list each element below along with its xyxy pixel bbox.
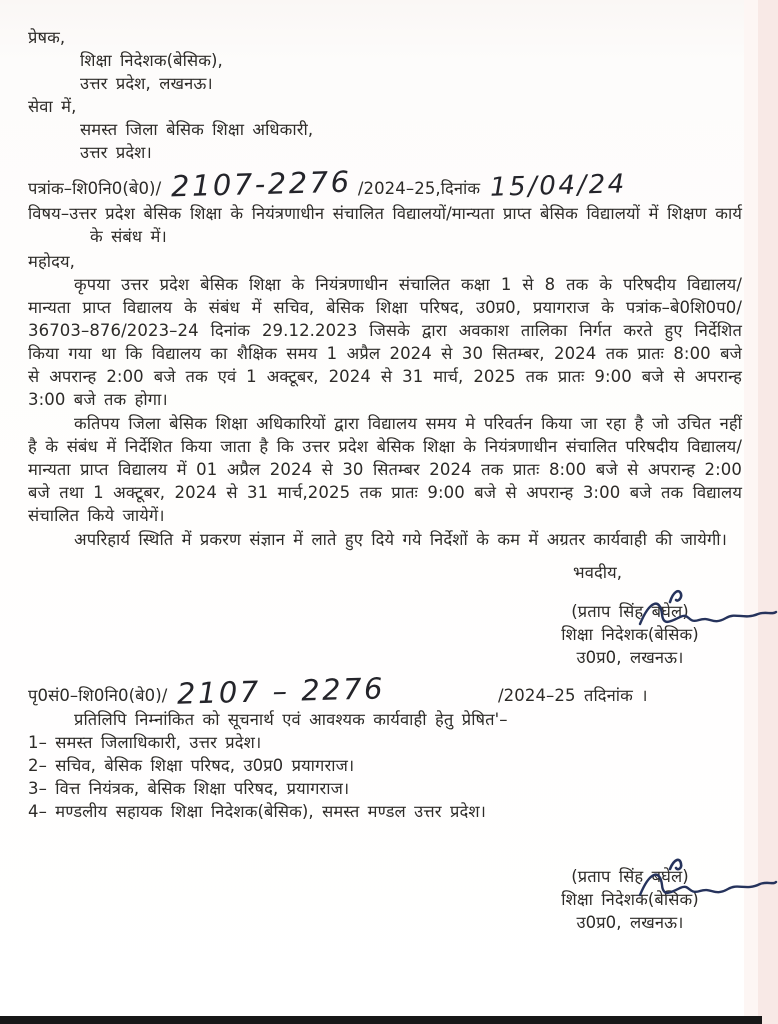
signatory-title: शिक्षा निदेशक(बेसिक) <box>561 890 699 909</box>
copy-list-item: 2– सचिव, बेसिक शिक्षा परिषद, उ0प्र0 प्रयागराज। <box>28 756 355 775</box>
photo-bottom-dark-bar <box>0 1016 762 1024</box>
signatory-name: (प्रताप सिंह बघेल) <box>571 867 689 886</box>
photo-edge-light-strip <box>744 0 758 1024</box>
sender-line: शिक्षा निदेशक(बेसिक), <box>80 51 223 70</box>
dispatch-reference-line <box>28 671 742 711</box>
reference-year-date-label: /2024–25,दिनांक <box>357 179 481 198</box>
signatory-name: (प्रताप सिंह बघेल) <box>571 602 689 621</box>
sender-line: उत्तर प्रदेश, लखनऊ। <box>80 74 213 93</box>
copy-list <box>28 731 742 823</box>
reference-prefix: पत्रांक–शि0नि0(बे0)/ <box>28 179 162 198</box>
handwritten-reference-number: 2107-2276 <box>170 164 353 204</box>
signatory-title: शिक्षा निदेशक(बेसिक) <box>561 625 699 644</box>
body-paragraph: कृपया उत्तर प्रदेश बेसिक शिक्षा के नियंत्रणाधीन संचालित कक्षा 1 से 8 तक के परिषदीय विद्यालय/मान्यता प्राप्त विद्यालय के संबंध में सचिव, बेसिक शिक्षा परिषद, उ0प्र0, प्रयागराज के पत्रांक–बे0शि0प0/ 36703–876/2023–24 दिनांक 29.12.2023 जिसके द्वारा अवकाश तालिका निर्गत करते हुए निर्देशित किया गया था कि विद्यालय का शैक्षिक समय 1 अप्रैल 2024 से 30 सितम्बर, 2024 तक प्रातः 8:00 बजे से अपरान्ह 2:00 बजे तक एवं 1 अक्टूबर, 2024 से 31 मार्च, 2025 तक प्रातः 9:00 बजे से अपरान्ह 3:00 बजे तक होगा। <box>28 275 742 409</box>
copy-list-item: 1– समस्त जिलाधिकारी, उत्तर प्रदेश। <box>28 733 262 752</box>
recipient-label: सेवा में, <box>28 97 77 116</box>
copy-list-item: 4– मण्डलीय सहायक शिक्षा निदेशक(बेसिक), समस्त मण्डल उत्तर प्रदेश। <box>28 802 487 821</box>
reference-line <box>28 164 742 204</box>
copy-list-item: 3– वित्त नियंत्रक, बेसिक शिक्षा परिषद, प्रयागराज। <box>28 779 350 798</box>
signature-block <box>520 600 740 669</box>
sender-label: प्रेषक, <box>28 28 66 47</box>
subject-line: विषय–उत्तर प्रदेश बेसिक शिक्षा के नियंत्रणाधीन संचालित विद्यालयों/मान्यता प्राप्त बेसिक विद्यालयों में शिक्षण कार्य के संबंध में। <box>28 204 742 246</box>
recipient-line: उत्तर प्रदेश। <box>80 143 152 162</box>
copy-intro: प्रतिलिपि निम्नांकित को सूचनार्थ एवं आवश्यक कार्यवाही हेतु प्रेषित'– <box>74 710 508 729</box>
letter-body <box>28 26 742 934</box>
salutation: महोदय, <box>28 252 75 271</box>
signatory-place: उ0प्र0, लखनऊ। <box>576 648 684 667</box>
closing-valediction: भवदीय, <box>573 563 623 582</box>
dispatch-reference-tail: /2024–25 तदिनांक । <box>498 686 648 705</box>
body-paragraph: कतिपय जिला बेसिक शिक्षा अधिकारियों द्वारा विद्यालय समय मे परिवर्तन किया जा रहा है जो उचित नहीं है के संबंध में निर्देशित किया जाता है कि उत्तर प्रदेश बेसिक शिक्षा के नियंत्रणाधीन संचालित परिषदीय विद्यालय/मान्यता प्राप्त विद्यालय में 01 अप्रैल 2024 से 30 सितम्बर 2024 तक प्रातः 8:00 बजे से अपरान्ह 2:00 बजे तथा 1 अक्टूबर, 2024 से 31 मार्च,2025 तक प्रातः 9:00 बजे से अपरान्ह 3:00 बजे तक विद्यालय संचालित किये जायेगें। <box>28 414 742 525</box>
signatory-place: उ0प्र0, लखनऊ। <box>576 913 684 932</box>
recipient-line: समस्त जिला बेसिक शिक्षा अधिकारी, <box>80 120 314 139</box>
body-paragraph: अपरिहार्य स्थिति में प्रकरण संज्ञान में लाते हुए दिये गये निर्देशों के कम में अग्रतर कार्यवाही की जायेगी। <box>74 530 727 549</box>
signature-block-2 <box>520 865 740 934</box>
handwritten-date: 15/04/24 <box>489 169 628 203</box>
handwritten-dispatch-number: 2107 – 2276 <box>177 671 386 711</box>
photo-edge-pink-strip <box>758 0 778 1024</box>
dispatch-reference-prefix: पृ0सं0–शि0नि0(बे0)/ <box>28 686 168 705</box>
